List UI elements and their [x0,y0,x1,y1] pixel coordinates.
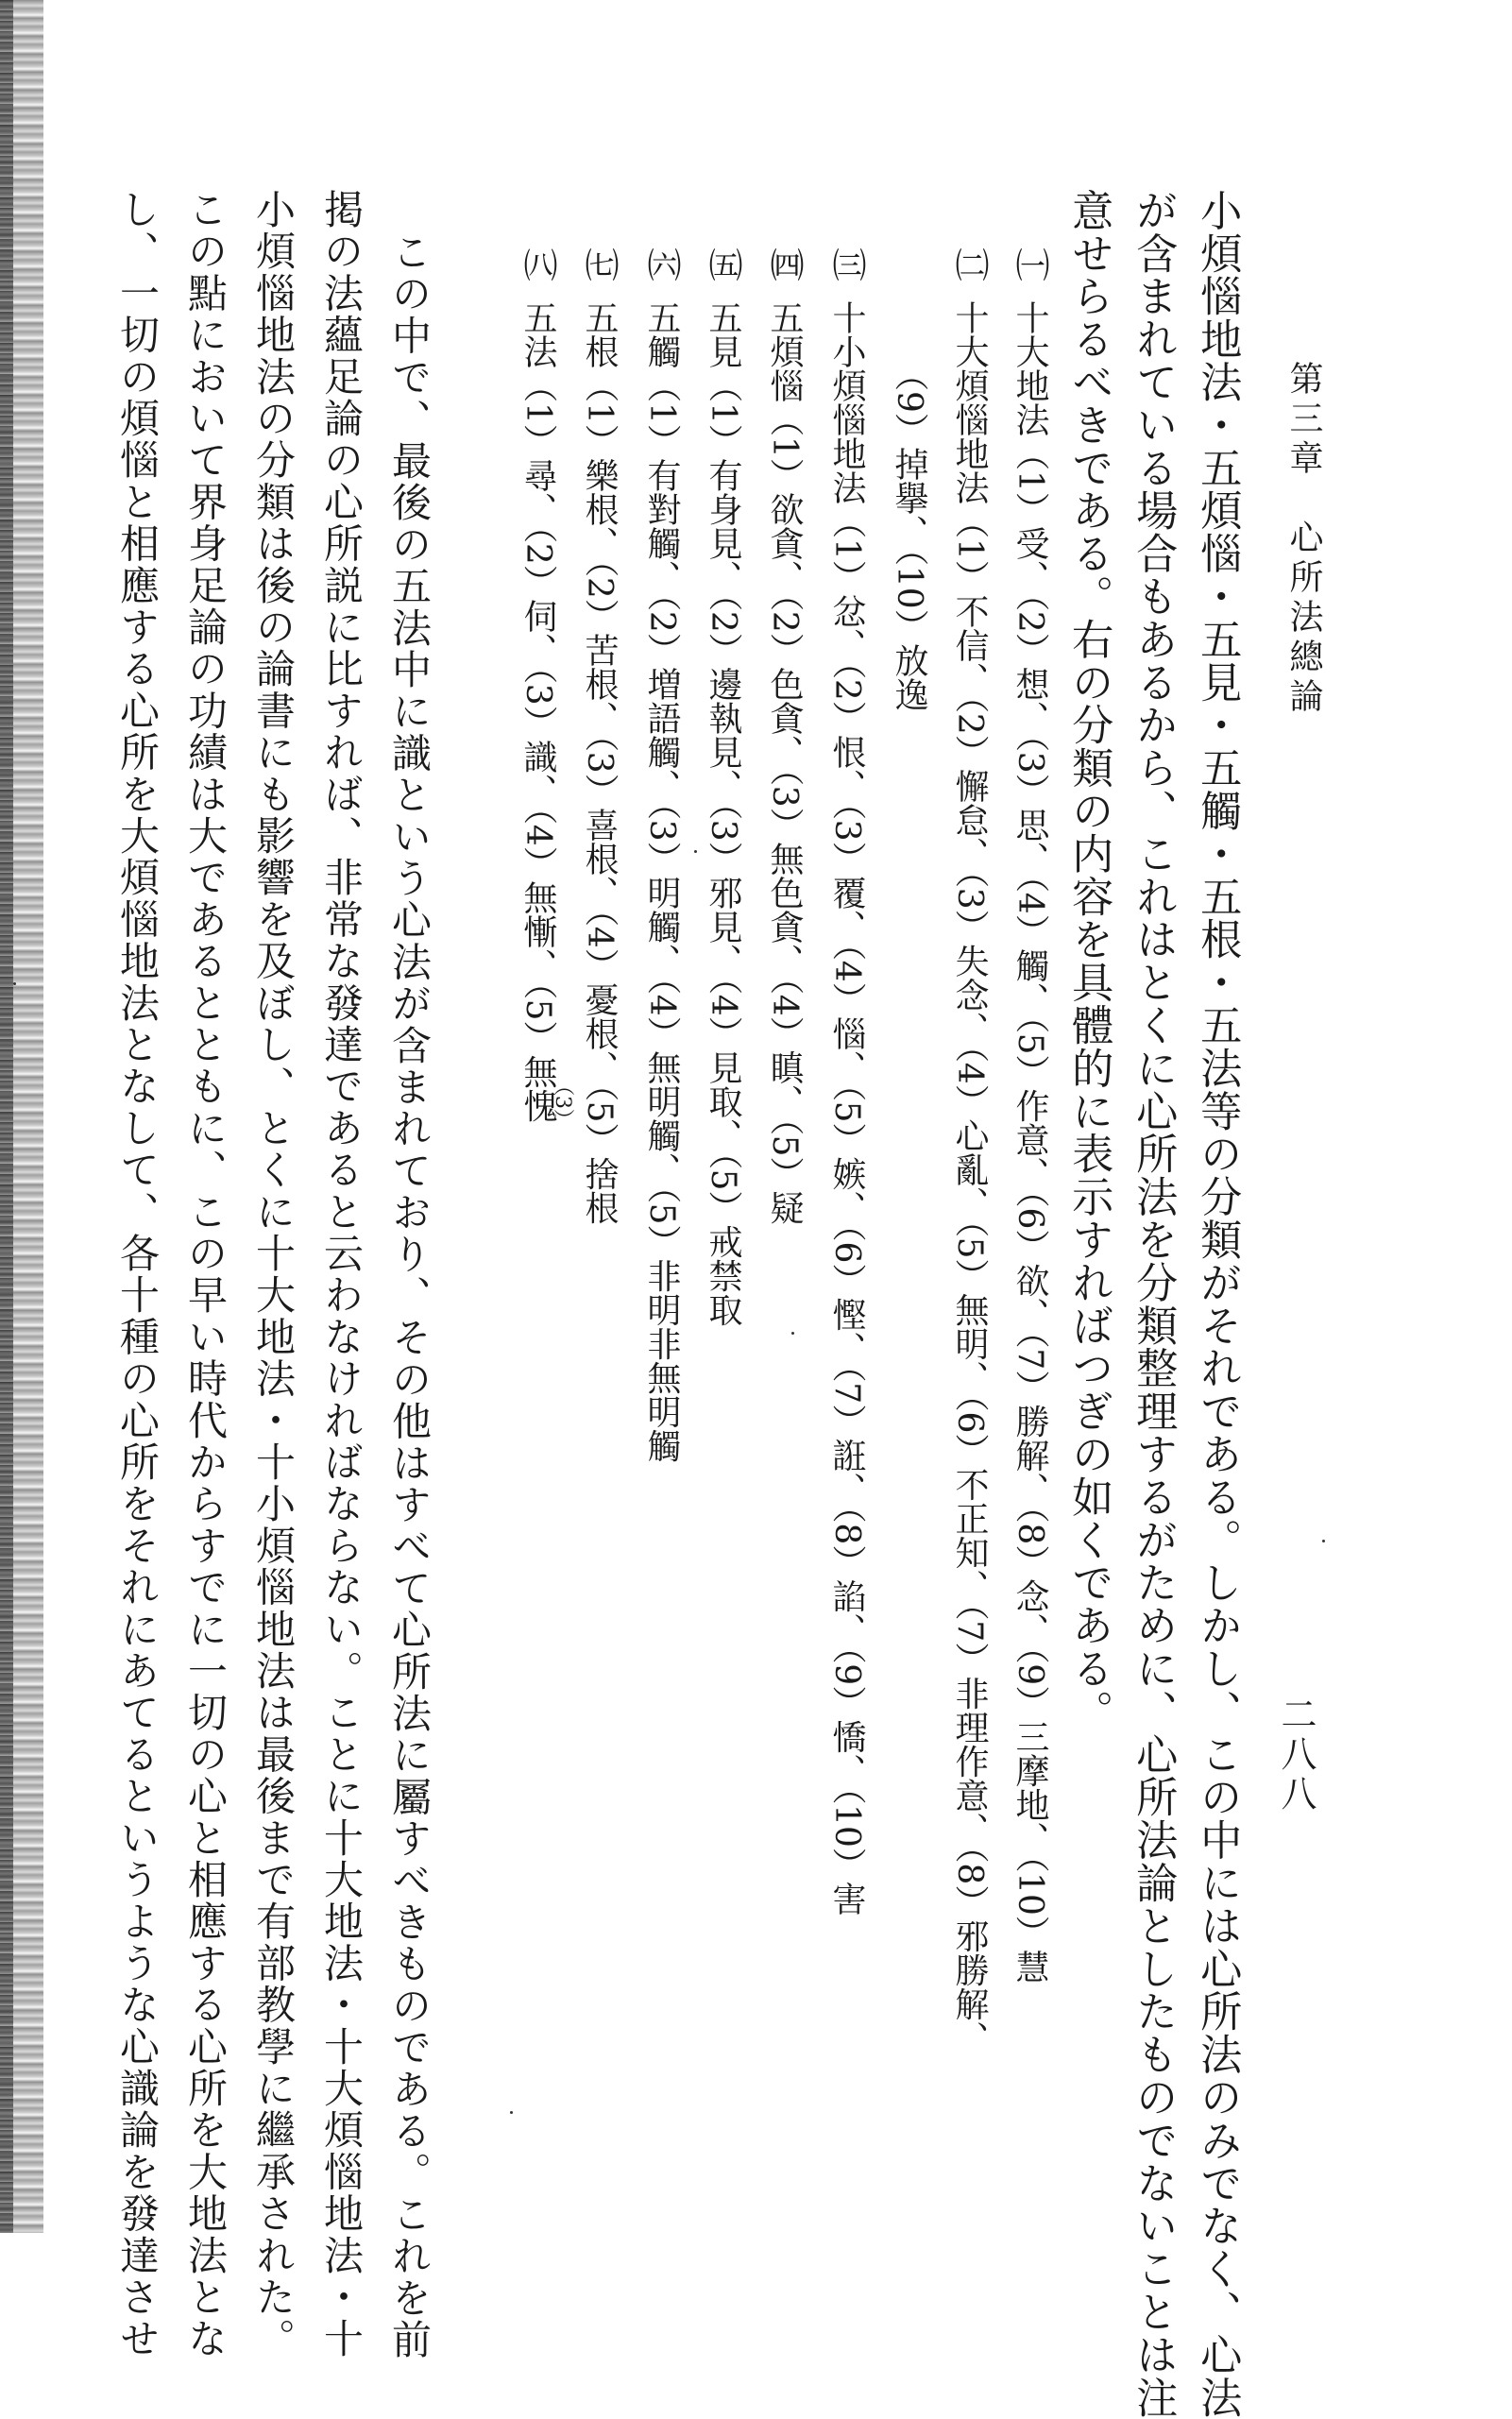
list-mark-4: ㈣ [765,247,804,281]
list-mark-3: ㈢ [827,247,866,281]
paragraph-line-3: 小煩惱地法の分類は後の論書にも影響を及ぼし、とくに十大地法・十小煩惱地法は最後まで有部教學に繼承された。 [250,189,297,2360]
list-item-8: 五法（1）尋、（2）伺、（3）識、（4）無慚、（5）無愧 [518,300,557,1123]
intro-line-3: 意せらるべきである。右の分類の内容を具體的に表示すればつぎの如くである。 [1064,189,1113,1733]
list-item-4: 五煩惱（1）欲貪、（2）色貪、（3）無色貪、（4）瞋、（5）疑 [765,300,804,1225]
scan-speck [510,2111,513,2114]
paragraph-line-4: この點において界身足論の功績は大であるとともに、この早い時代からすでに一切の心と相應する心所を大地法とな [182,189,229,2360]
list-item-2: 十大煩惱地法（1）不信、（2）懈怠、（3）失念、（4）心亂、（5）無明、（6）不正知、（7）非理作意、（8）邪勝解、 [950,300,989,2055]
intro-line-2: が含まれている場合もあるから、これはとくに心所法を分類整理するがために、心所法論としたものでないことは注 [1129,189,1178,2419]
paragraph-line-5: し、一切の煩惱と相應する心所を大煩惱地法となして、各十種の心所をそれにあてるというような心識論を發達させ [114,189,161,2360]
intro-line-1: 小煩惱地法・五煩惱・五見・五觸・五根・五法等の分類がそれである。しかし、この中には心所法のみでなく、心法 [1193,189,1242,2419]
paragraph-line-2: 掲の法蘊足論の心所説に比すれば、非常な發達であると云わなければならない。ことに十大地法・十大煩惱地法・十 [318,189,365,2360]
list-mark-7: ㈦ [580,247,619,281]
scan-speck [791,1332,794,1335]
list-item-7: 五根（1）樂根、（2）苦根、（3）喜根、（4）憂根、（5）捨根 [580,300,619,1225]
footnote-marker: （3） [551,1075,574,1130]
list-item-1: 十大地法（1）受、（2）想、（3）思、（4）觸、（5）作意、（6）欲、（7）勝解、（8）念、（9）三摩地、（10）慧 [1011,300,1049,1984]
list-mark-5: ㈤ [704,247,742,281]
list-item-3: 十小煩惱地法（1）忿、（2）恨、（3）覆、（4）惱、（5）嫉、（6）慳、（7）誑、（8）諂、（9）憍、（10）害 [827,300,866,1916]
scan-speck [1322,1540,1325,1542]
list-mark-6: ㈥ [642,247,681,281]
paragraph-line-1: この中で、最後の五法中に識という心法が含まれており、その他はすべて心所法に屬すべきものである。これを前 [386,231,433,2361]
list-mark-2: ㈡ [950,247,989,281]
scan-edge-dark [0,0,13,2233]
chapter-header: 第三章 心所法總論 [1284,361,1323,718]
list-mark-8: ㈧ [518,247,557,281]
list-mark-1: ㈠ [1011,247,1049,281]
list-item-6: 五觸（1）有對觸、（2）増語觸、（3）明觸、（4）無明觸、（5）非明非無明觸 [642,300,681,1463]
list-item-5: 五見（1）有身見、（2）邊執見、（3）邪見、（4）見取、（5）戒禁取 [704,300,742,1327]
list-item-2-continued: （9）掉擧、（10）放逸 [890,357,928,711]
page-number: 二八八 [1275,1695,1317,1814]
scan-speck [694,850,697,853]
scan-speck [13,982,16,985]
